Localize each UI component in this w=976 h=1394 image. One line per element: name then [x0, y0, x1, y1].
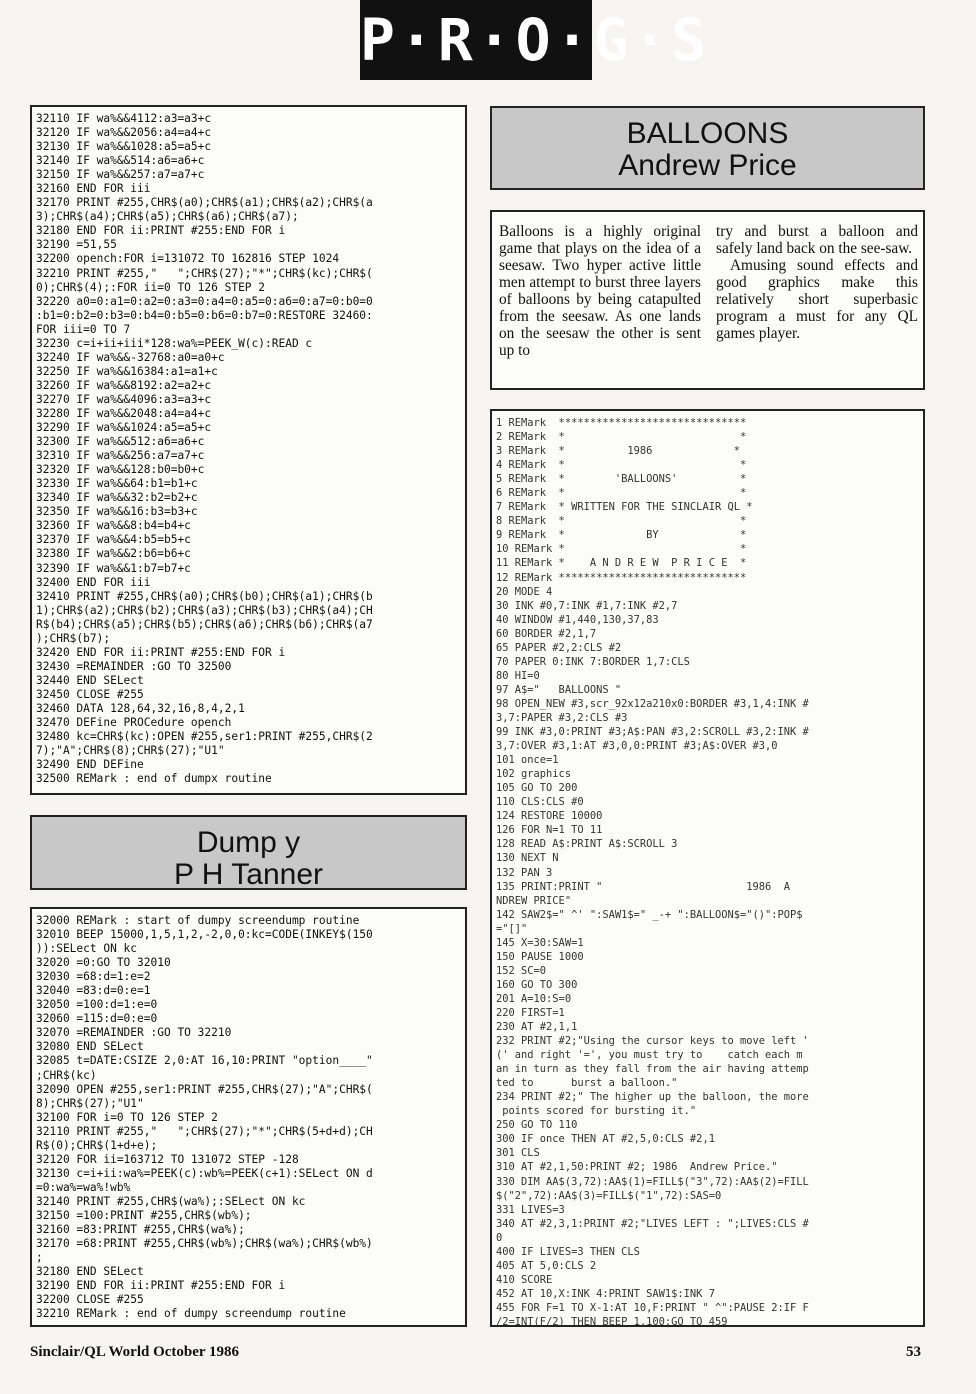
balloons-author: Andrew Price	[618, 149, 797, 182]
dumpy-author: P H Tanner	[174, 858, 323, 891]
balloons-code-listing: 1 REMark ****************************** 2 REMark * * 3 REMark * 1986 * 4 REMark * * 5 REMark * 'BALLOONS' * 6 REMark * * 7 REMark * WRITTEN FOR THE SINCLAIR QL * 8 REMark * * 9 REMark * BY * 10 REMark * * 11 REMark * A N D R E W P R I C E * 12 REMark ****************************** 20 MODE 4 30 INK #0,7:INK #1,7:INK #2,7 40 WINDOW #1,440,130,37,83 60 BORDER #2,1,7 65 PAPER #2,2:CLS #2 70 PAPER 0:INK 7:BORDER 1,7:CLS 80 HI=0 97 A$=" BALLOONS " 98 OPEN_NEW #3,scr_92x12a210x0:BORDER #3,1,4:INK # 3,7:PAPER #3,2:CLS #3 99 INK #3,0:PRINT #3;A$:PAN #3,2:SCROLL #3,2:INK # 3,7:OVER #3,1:AT #3,0,0:PRINT #3;A$:OVER #3,0 101 once=1 102 graphics 105 GO TO 200 110 CLS:CLS #0 124 RESTORE 10000 126 FOR N=1 TO 11 128 READ A$:PRINT A$:SCROLL 3 130 NEXT N 132 PAN 3 135 PRINT:PRINT " 1986 A NDREW PRICE" 142 SAW2$=" ^' ":SAW1$=" _-+ ":BALLOON$="()":POP$ ="[]" 145 X=30:SAW=1 150 PAUSE 1000 152 SC=0 160 GO TO 300 201 A=10:S=0 220 FIRST=1 230 AT #2,1,1 232 PRINT #2;"Using the cursor keys to move left ' (' and right '=', you must try to catch each m an in turn as they fall from the air having attemp ted to burst a balloon." 234 PRINT #2;" The higher up the balloon, the more points scored for bursting it." 250 GO TO 110 300 IF once THEN AT #2,5,0:CLS #2,1 301 CLS 310 AT #2,1,50:PRINT #2; 1986 Andrew Price." 330 DIM AA$(3,72):AA$(1)=FILL$("3",72):AA$(2)=FILL $("2",72):AA$(3)=FILL$("1",72):SAS=0 331 LIVES=3 340 AT #2,3,1:PRINT #2;"LIVES LEFT : ";LIVES:CLS # 0 400 IF LIVES=3 THEN CLS 405 AT 5,0:CLS 2 410 SCORE 452 AT 10,X:INK 4:PRINT SAW1$:INK 7 455 FOR F=1 TO X-1:AT 10,F:PRINT " ^":PAUSE 2:IF F /2=INT(F/2) THEN BEEP 1,100:GO TO 459	[496, 417, 809, 1328]
footer-page-number: 53	[906, 1344, 921, 1360]
article-column-1: Balloons is a highly original game that plays on the idea of a seesaw. Two hyper active little men attempt to burst three layers of balloons by being catapulted from the seesaw. As one lands on the seesaw the other is sent up to	[499, 223, 701, 359]
dumpx-code-listing: 32110 IF wa%&&4112:a3=a3+c 32120 IF wa%&&2056:a4=a4+c 32130 IF wa%&&1028:a5=a5+c 32140 IF wa%&&514:a6=a6+c 32150 IF wa%&&257:a7=a7+c 32160 END FOR iii 32170 PRINT #255,CHR$(a0);CHR$(a1);CHR$(a2);CHR$(a 3);CHR$(a4);CHR$(a5);CHR$(a6);CHR$(a7); 32180 END FOR ii:PRINT #255:END FOR i 32190 =51,55 32200 opench:FOR i=131072 TO 162816 STEP 1024 32210 PRINT #255," ";CHR$(27);"*";CHR$(kc);CHR$( 0);CHR$(4);:FOR ii=0 TO 126 STEP 2 32220 a0=0:a1=0:a2=0:a3=0:a4=0:a5=0:a6=0:a7=0:b0=0 :b1=0:b2=0:b3=0:b4=0:b5=0:b6=0:b7=0:RESTORE 32460: FOR iii=0 TO 7 32230 c=i+ii+iii*128:wa%=PEEK_W(c):READ c 32240 IF wa%&&-32768:a0=a0+c 32250 IF wa%&&16384:a1=a1+c 32260 IF wa%&&8192:a2=a2+c 32270 IF wa%&&4096:a3=a3+c 32280 IF wa%&&2048:a4=a4+c 32290 IF wa%&&1024:a5=a5+c 32300 IF wa%&&512:a6=a6+c 32310 IF wa%&&256:a7=a7+c 32320 IF wa%&&128:b0=b0+c 32330 IF wa%&&64:b1=b1+c 32340 IF wa%&&32:b2=b2+c 32350 IF wa%&&16:b3=b3+c 32360 IF wa%&&8:b4=b4+c 32370 IF wa%&&4:b5=b5+c 32380 IF wa%&&2:b6=b6+c 32390 IF wa%&&1:b7=b7+c 32400 END FOR iii 32410 PRINT #255,CHR$(a0);CHR$(b0);CHR$(a1);CHR$(b 1);CHR$(a2);CHR$(b2);CHR$(a3);CHR$(b3);CHR$(a4);CH R$(b4);CHR$(a5);CHR$(b5);CHR$(a6);CHR$(b6);CHR$(a7 );CHR$(b7); 32420 END FOR ii:PRINT #255:END FOR i 32430 =REMAINDER :GO TO 32500 32440 END SELect 32450 CLOSE #255 32460 DATA 128,64,32,16,8,4,2,1 32470 DEFine PROCedure opench 32480 kc=CHR$(kc):OPEN #255,ser1:PRINT #255,CHR$(2 7);"A";CHR$(8);CHR$(27);"U1" 32490 END DEFine 32500 REMark : end of dumpx routine	[36, 112, 373, 786]
dumpy-code-listing: 32000 REMark : start of dumpy screendump routine 32010 BEEP 15000,1,5,1,2,-2,0,0:kc=CODE(INKEY$(150 )):SELect ON kc 32020 =0:GO TO 32010 32030 =68:d=1:e=2 32040 =83:d=0:e=1 32050 =100:d=1:e=0 32060 =115:d=0:e=0 32070 =REMAINDER :GO TO 32210 32080 END SELect 32085 t=DATE:CSIZE 2,0:AT 16,10:PRINT "option____" ;CHR$(kc) 32090 OPEN #255,ser1:PRINT #255,CHR$(27);"A";CHR$( 8);CHR$(27);"U1" 32100 FOR i=0 TO 126 STEP 2 32110 PRINT #255," ";CHR$(27);"*";CHR$(5+d+d);CH R$(0);CHR$(1+d+e); 32120 FOR ii=163712 TO 131072 STEP -128 32130 c=i+ii:wa%=PEEK(c):wb%=PEEK(c+1):SELect ON d =0:wa%=wa%!wb% 32140 PRINT #255,CHR$(wa%);:SELect ON kc 32150 =100:PRINT #255,CHR$(wb%); 32160 =83:PRINT #255,CHR$(wa%); 32170 =68:PRINT #255,CHR$(wb%);CHR$(wa%);CHR$(wb%) ; 32180 END SELect 32190 END FOR ii:PRINT #255:END FOR i 32200 CLOSE #255 32210 REMark : end of dumpy screendump routine	[36, 914, 373, 1321]
section-banner: P·R·O·G·S	[360, 0, 592, 80]
article-column-2-para-1: try and burst a balloon and safely land back on the see-saw.	[716, 223, 918, 257]
article-column-2-para-2: Amusing sound effects and good graphics make this relatively short superbasic program a must for any QL games player.	[716, 257, 918, 342]
dumpy-listing-box	[30, 907, 467, 1327]
balloons-listing-box	[490, 409, 925, 1327]
dumpy-title-box	[30, 815, 467, 890]
balloons-article-box	[490, 210, 925, 390]
balloons-title-box	[490, 106, 925, 190]
dumpx-listing-box	[30, 105, 467, 795]
footer-publication: Sinclair/QL World October 1986	[30, 1344, 240, 1360]
balloons-title: BALLOONS	[626, 117, 789, 150]
dumpy-title: Dump y	[196, 826, 301, 859]
